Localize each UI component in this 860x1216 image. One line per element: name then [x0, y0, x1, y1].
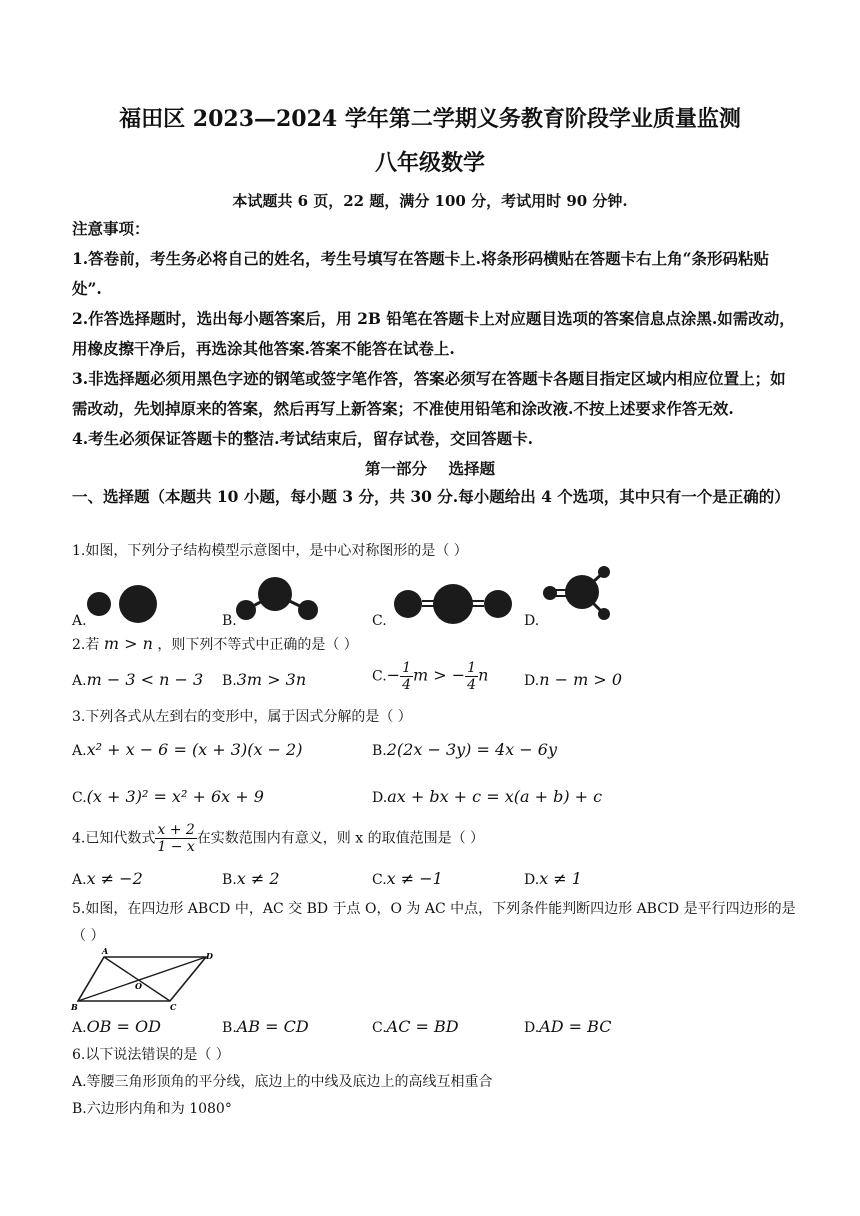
q1-molecule-a: [86, 586, 161, 626]
q2-option-b: B.3m > 3n: [222, 670, 307, 689]
q2-stem-math: m > n: [103, 634, 153, 653]
vertex-label-d: D: [206, 951, 213, 961]
q2-option-d: D.n − m > 0: [524, 670, 622, 689]
q3-option-c: C.(x + 3)² = x² + 6x + 9: [72, 787, 264, 806]
q5-option-d: D.AD = BC: [524, 1017, 612, 1036]
q5-parallelogram-figure: [68, 948, 218, 1014]
q4-option-d: D.x ≠ 1: [524, 869, 582, 888]
q3-option-d: D.ax + bx + c = x(a + b) + c: [372, 787, 603, 806]
q2-stem-prefix: 2.若: [72, 637, 100, 653]
q5-option-a: A.OB = OD: [72, 1017, 161, 1036]
vertex-label-c: C: [170, 1002, 177, 1012]
q1-option-d-label: D.: [524, 613, 540, 629]
fraction: $\frac{1}{4}$: [467, 660, 477, 693]
q3-stem: 3.下列各式从左到右的变形中，属于因式分解的是（ ）: [72, 709, 412, 725]
q6-stem: 6.以下说法错误的是（ ）: [72, 1047, 230, 1063]
q4-stem: [72, 822, 484, 855]
q1-option-a-label: A.: [72, 613, 87, 629]
exam-subject: 八年级数学: [374, 150, 485, 176]
q4-fraction: $\frac{x + 2}{1 - x}$: [157, 822, 195, 855]
instructions-heading: 注意事项：: [72, 219, 150, 238]
q1-molecule-b: [232, 576, 327, 626]
q3-option-a: A.x² + x − 6 = (x + 3)(x − 2): [72, 740, 303, 759]
q3-option-b: B.2(2x − 3y) = 4x − 6y: [372, 740, 557, 759]
instruction-item: 4.考生必须保证答题卡的整洁.考试结束后，留存试卷，交回答题卡.: [72, 429, 533, 448]
q2-stem-suffix: ，则下列不等式中正确的是（ ）: [157, 637, 358, 653]
section-intro: 一、选择题（本题共 10 小题，每小题 3 分，共 30 分.每小题给出 4 个选项，其中只有一个是正确的）: [72, 487, 790, 506]
vertex-label-b: B: [71, 1002, 78, 1012]
instruction-item: 2.作答选择题时，选出每小题答案后，用 2B 铅笔在答题卡上对应题目选项的答案信息点涂黑.如需改动，用橡皮擦干净后，再选涂其他答案.答案不能答在试卷上.: [72, 309, 795, 358]
q4-stem-suffix: 在实数范围内有意义，则 x 的取值范围是（ ）: [196, 830, 485, 847]
q1-molecule-c: [392, 584, 517, 626]
instructions: [72, 214, 797, 454]
vertex-label-a: A: [102, 946, 109, 956]
instruction-item: 1.答卷前，考生务必将自己的姓名，考生号填写在答题卡上.将条形码横贴在答题卡右上角“条形码粘贴处”.: [72, 249, 769, 298]
q6-option-a: A.等腰三角形顶角的平分线，底边上的中线及底边上的高线互相重合: [72, 1074, 493, 1090]
q1-option-b-label: B.: [222, 613, 237, 629]
q4-option-c: C.x ≠ −1: [372, 869, 443, 888]
exam-info: 本试题共 6 页，22 题，满分 100 分，考试用时 90 分钟.: [232, 192, 628, 210]
fraction: $\frac{1}{4}$: [402, 660, 411, 693]
center-label-o: O: [135, 981, 142, 991]
q4-stem-prefix: 4.已知代数式: [72, 830, 156, 847]
q5-option-b: B.AB = CD: [222, 1017, 309, 1036]
q1-molecule-d: [540, 564, 620, 626]
section-title: 第一部分 选择题: [364, 459, 496, 478]
q5-option-c: C.AC = BD: [372, 1017, 459, 1036]
q6-option-b: B.六边形内角和为 1080°: [72, 1101, 232, 1117]
instruction-item: 3.非选择题必须用黑色字迹的钢笔或签字笔作答，答案必须写在答题卡各题目指定区域内相应位置上；如需改动，先划掉原来的答案，然后再写上新答案；不准使用铅笔和涂改液.不按上述要求作答无效.: [72, 369, 786, 418]
q2-option-a: A.m − 3 < n − 3: [72, 670, 204, 689]
q2-stem: [72, 634, 358, 655]
q2-option-c: C.− $\frac{1}{4}$ m > − $\frac{1}{4}$ n: [372, 660, 489, 693]
q4-option-b: B.x ≠ 2: [222, 869, 280, 888]
exam-title: 福田区 2023—2024 学年第二学期义务教育阶段学业质量监测: [119, 106, 741, 132]
q1-option-c-label: C.: [372, 613, 387, 629]
q4-option-a: A.x ≠ −2: [72, 869, 143, 888]
q5-stem: 5.如图，在四边形 ABCD 中，AC 交 BD 于点 O，O 为 AC 中点，下列条件能判断四边形 ABCD 是平行四边形的是（ ）: [72, 901, 796, 944]
q1-stem: 1.如图，下列分子结构模型示意图中，是中心对称图形的是（ ）: [72, 543, 468, 559]
